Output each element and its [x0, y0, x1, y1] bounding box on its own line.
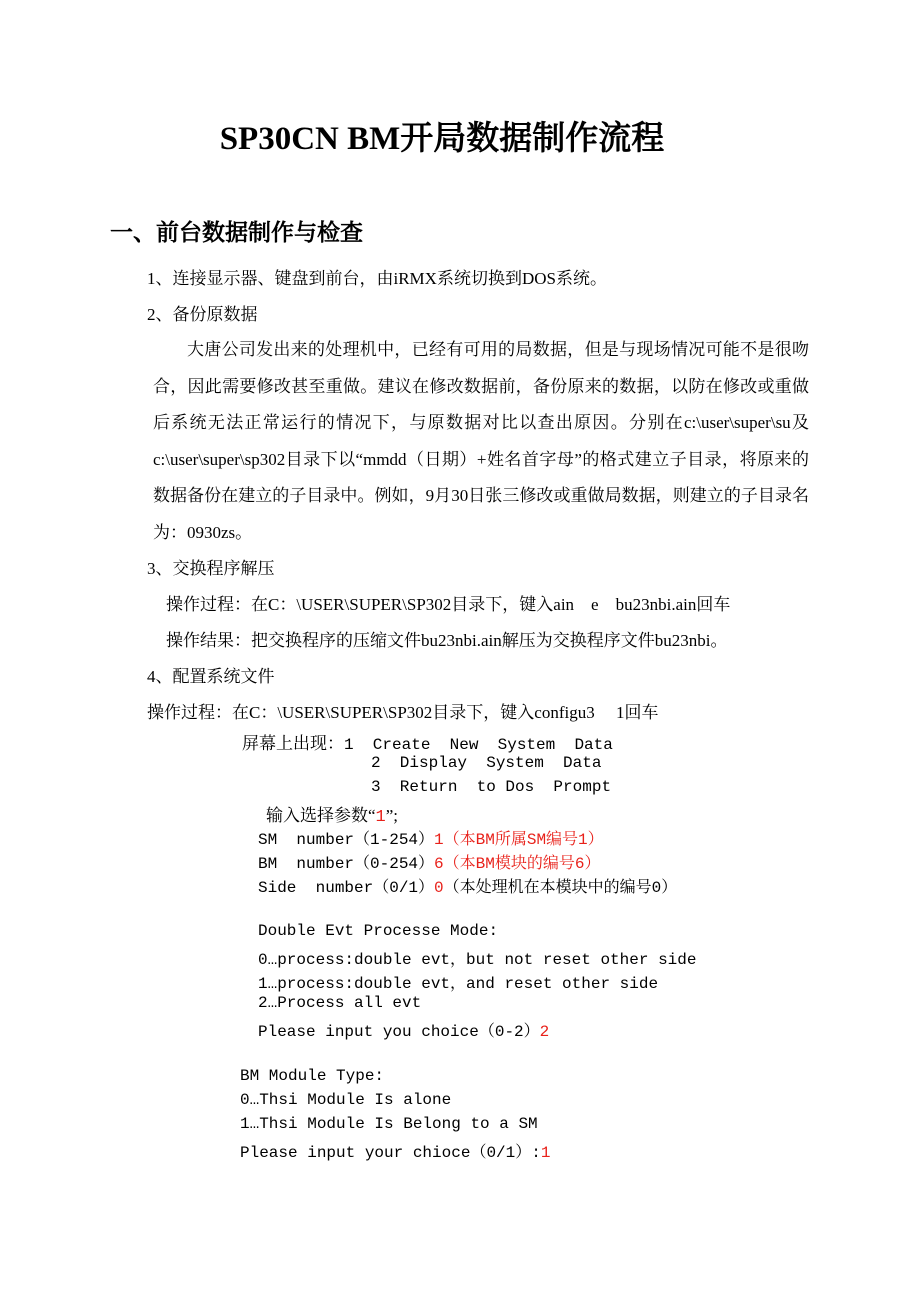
document-title: SP30CN BM开局数据制作流程 — [219, 121, 665, 157]
bm-value: 6（本BM模块的编号6） — [434, 855, 601, 873]
step-3-result: 操作结果：把交换程序的压缩文件bu23nbi.ain解压为交换程序文件bu23nbi。 — [166, 631, 728, 650]
step-4-process: 操作过程：在C：\USER\SUPER\SP302目录下，键入configu3 1回车 — [147, 703, 659, 722]
double-evt-option-2: 2…Process all evt — [258, 994, 422, 1012]
menu-option-create: 1 Create New System Data — [344, 736, 613, 754]
step-3-title: 3、交换程序解压 — [147, 559, 275, 578]
double-evt-title: Double Evt Processe Mode: — [258, 922, 499, 940]
bm-type-option-0: 0…Thsi Module Is alone — [240, 1091, 452, 1109]
section-heading: 一、前台数据制作与检查 — [110, 220, 363, 245]
bm-type-prompt-text: Please input your chioce（0/1）: — [240, 1144, 541, 1162]
menu-option-return: 3 Return to Dos Prompt — [371, 778, 612, 796]
step-4-title: 4、配置系统文件 — [147, 667, 275, 686]
input-prompt-post: ”; — [385, 806, 399, 825]
sm-value: 1（本BM所属SM编号1） — [434, 831, 604, 849]
sm-label: SM number（1-254） — [258, 831, 435, 849]
bm-type-title: BM Module Type: — [240, 1067, 385, 1085]
bm-label: BM number（0-254） — [258, 855, 435, 873]
double-evt-option-1: 1…process:double evt，and reset other side — [258, 975, 659, 993]
bm-type-value: 1 — [540, 1144, 551, 1162]
bm-type-prompt — [240, 1139, 550, 1162]
sm-number-line — [258, 826, 604, 849]
input-value: 1 — [375, 808, 386, 827]
side-number-line — [258, 874, 677, 897]
side-value: 0 — [434, 879, 444, 897]
input-prompt — [266, 801, 398, 827]
side-note: （本处理机在本模块中的编号0） — [443, 879, 678, 897]
double-evt-value: 2 — [539, 1023, 550, 1041]
backup-paragraph: 大唐公司发出来的处理机中，已经有可用的局数据，但是与现场情况可能不是很吻合，因此需要修改甚至重做。建议在修改数据前，备份原来的数据，以防在修改或重做后系统无法正常运行的情况下，与原数据对比以查出原因。分别在c:\user\super\su及c:\user\super\sp302目录下以“mmdd（日期）+姓名首字母”的格式建立子目录，将原来的数据备份在建立的子目录中。例如，9月30日张三修改或重做局数据，则建立的子目录名为：0930zs。 — [153, 340, 809, 542]
side-label: Side number（0/1） — [258, 879, 435, 897]
double-evt-option-0: 0…process:double evt，but not reset other side — [258, 951, 697, 969]
double-evt-prompt — [258, 1018, 549, 1041]
step-1: 1、连接显示器、键盘到前台，由iRMX系统切换到DOS系统。 — [147, 269, 607, 288]
step-3-process: 操作过程：在C：\USER\SUPER\SP302目录下，键入ain e bu23nbi.ain回车 — [166, 595, 731, 614]
double-evt-prompt-text: Please input you choice（0-2） — [258, 1023, 540, 1041]
bm-type-option-1: 1…Thsi Module Is Belong to a SM — [240, 1115, 538, 1133]
menu-option-display: 2 Display System Data — [371, 754, 602, 772]
bm-number-line — [258, 850, 600, 873]
menu-line-1 — [242, 729, 613, 754]
input-prompt-pre: 输入选择参数“ — [266, 806, 376, 825]
menu-prefix: 屏幕上出现： — [242, 734, 344, 753]
step-2-title: 2、备份原数据 — [147, 305, 258, 324]
